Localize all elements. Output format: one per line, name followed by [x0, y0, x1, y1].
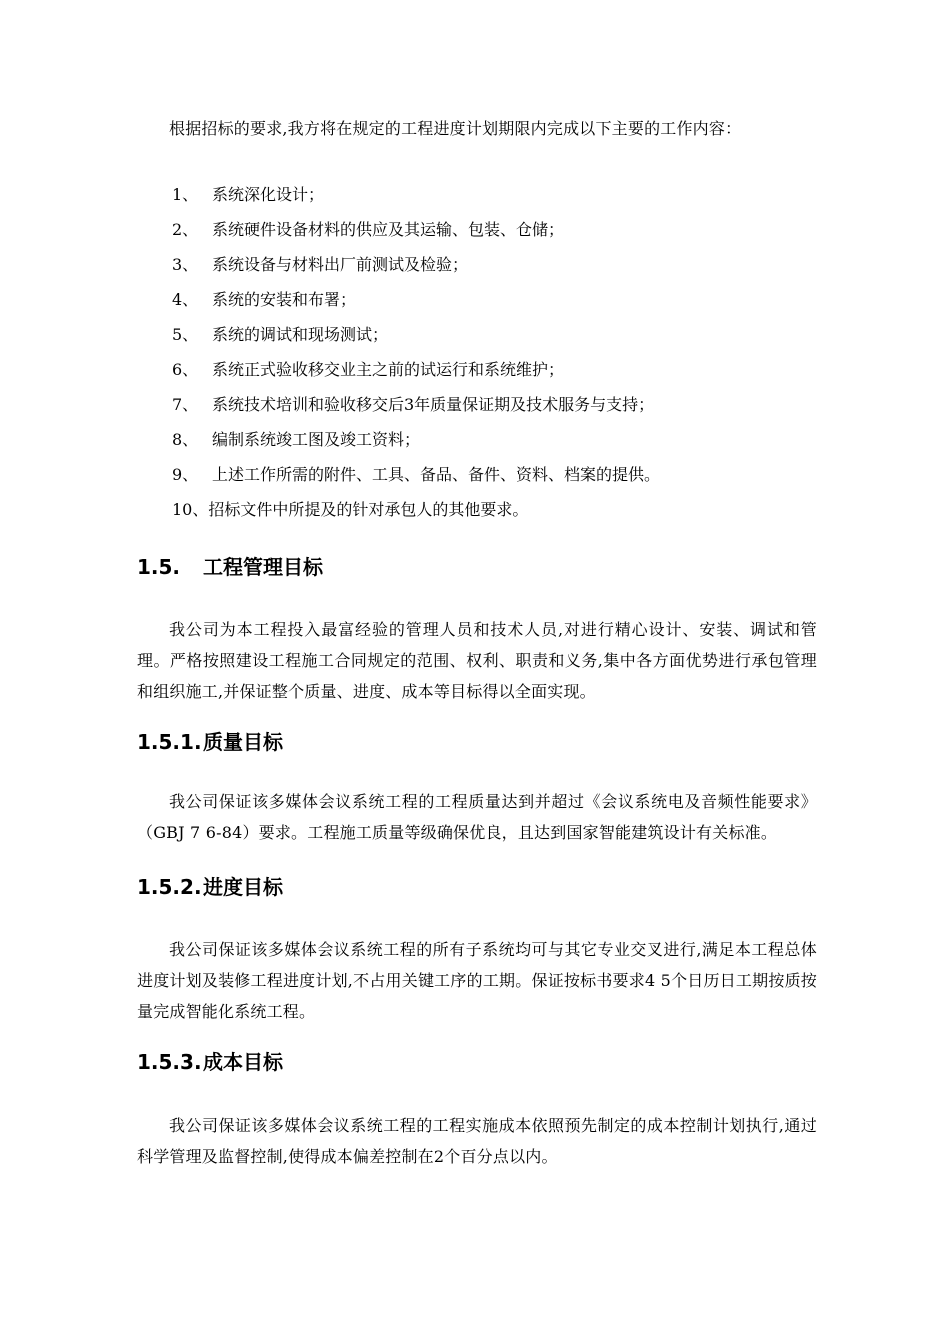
intro-paragraph: 根据招标的要求,我方将在规定的工程进度计划期限内完成以下主要的工作内容：	[169, 119, 742, 138]
section-1-5-3-body: 我公司保证该多媒体会议系统工程的工程实施成本依照预先制定的成本控制计划执行,通过科学管理及监督控制,使得成本偏差控制在2个百分点以内。	[137, 1116, 817, 1166]
list-item-number: 10、	[172, 500, 209, 519]
list-item-number: 6、	[172, 360, 199, 379]
list-item-text: 系统的调试和现场测试；	[212, 325, 389, 344]
list-item-text: 系统的安装和布署；	[212, 290, 357, 309]
work-items-list	[172, 177, 660, 527]
list-item-number: 5、	[172, 325, 199, 344]
section-title: 质量目标	[203, 730, 283, 754]
section-1-5-2-body: 我公司保证该多媒体会议系统工程的所有子系统均可与其它专业交叉进行,满足本工程总体进度计划及装修工程进度计划,不占用关键工序的工期。保证按标书要求4 5个日历日工期按质按量完成智能化系统工程。	[137, 940, 817, 1021]
list-item	[172, 457, 660, 492]
section-title: 成本目标	[203, 1050, 283, 1074]
list-item	[172, 492, 660, 527]
section-title: 进度目标	[203, 875, 283, 899]
list-item-number: 2、	[172, 220, 199, 239]
list-item	[172, 177, 660, 212]
list-item-text: 上述工作所需的附件、工具、备品、备件、资料、档案的提供。	[212, 465, 661, 484]
section-heading-1-5	[137, 552, 323, 582]
list-item-text: 招标文件中所提及的针对承包人的其他要求。	[208, 500, 529, 519]
list-item	[172, 317, 660, 352]
list-item-number: 9、	[172, 465, 199, 484]
section-heading-1-5-1	[137, 727, 283, 757]
section-1-5-body: 我公司为本工程投入最富经验的管理人员和技术人员,对进行精心设计、安装、调试和管理。严格按照建设工程施工合同规定的范围、权利、职责和义务,集中各方面优势进行承包管理和组织施工,并保证整个质量、进度、成本等目标得以全面实现。	[137, 620, 817, 701]
list-item	[172, 387, 660, 422]
section-title: 工程管理目标	[203, 555, 323, 579]
list-item-number: 1、	[172, 185, 199, 204]
list-item	[172, 282, 660, 317]
list-item-number: 4、	[172, 290, 199, 309]
list-item	[172, 422, 660, 457]
list-item	[172, 212, 660, 247]
list-item	[172, 247, 660, 282]
section-heading-1-5-3	[137, 1047, 283, 1077]
list-item-number: 7、	[172, 395, 199, 414]
list-item-text: 系统硬件设备材料的供应及其运输、包装、仓储；	[212, 220, 565, 239]
section-number: 1.5.1.	[137, 730, 202, 754]
list-item-number: 8、	[172, 430, 199, 449]
section-heading-1-5-2	[137, 872, 283, 902]
list-item-text: 系统技术培训和验收移交后3年质量保证期及技术服务与支持；	[212, 395, 655, 414]
section-number: 1.5.3.	[137, 1050, 202, 1074]
list-item-text: 系统正式验收移交业主之前的试运行和系统维护；	[212, 360, 565, 379]
section-1-5-1-body: 我公司保证该多媒体会议系统工程的工程质量达到并超过《会议系统电及音频性能要求》（GBJ 7 6-84）要求。工程施工质量等级确保优良，且达到国家智能建筑设计有关标准。	[137, 792, 817, 842]
section-number: 1.5.2.	[137, 875, 202, 899]
list-item-text: 系统设备与材料出厂前测试及检验；	[212, 255, 469, 274]
list-item-text: 编制系统竣工图及竣工资料；	[212, 430, 421, 449]
section-number: 1.5.	[137, 555, 181, 579]
list-item-text: 系统深化设计；	[212, 185, 325, 204]
list-item-number: 3、	[172, 255, 199, 274]
list-item	[172, 352, 660, 387]
